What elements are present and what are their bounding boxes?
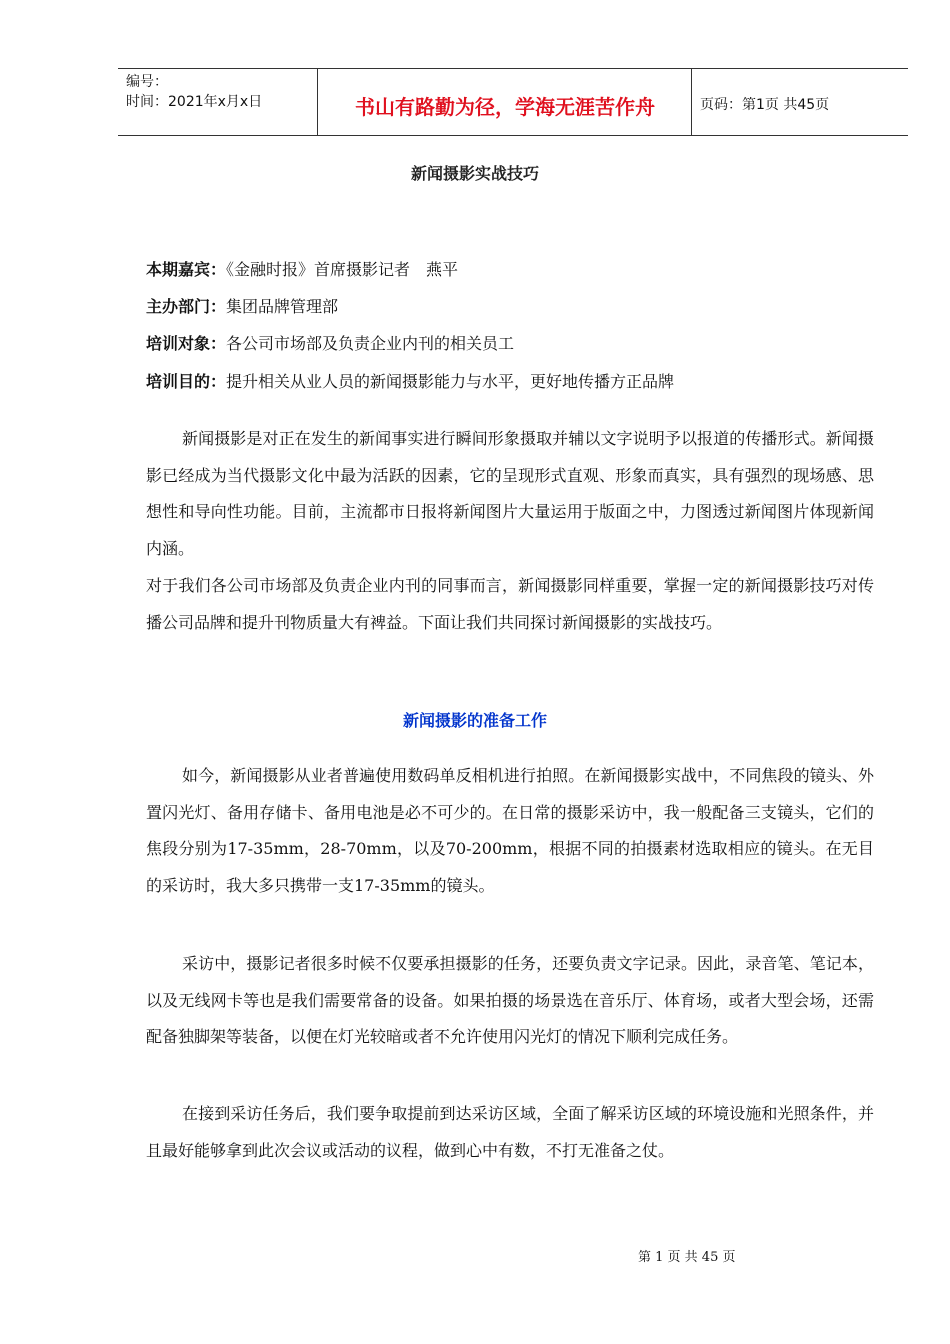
info-value: 各公司市场部及负责企业内刊的相关员工 bbox=[226, 334, 515, 353]
info-value: 《金融时报》首席摄影记者 燕平 bbox=[226, 260, 459, 279]
page-footer: 第 1 页 共 45 页 bbox=[638, 1250, 736, 1265]
body-paragraph-recording: 采访中，摄影记者很多时候不仅要承担摄影的任务，还要负责文字记录。因此，录音笔、笔记本，以及无线网卡等也是我们需要常备的设备。如果拍摄的场景选在音乐厅、体育场，或者大型会场，还需配备独脚架等装备，以便在灯光较暗或者不允许使用闪光灯的情况下顺利完成任务。 bbox=[146, 954, 874, 1047]
intro-paragraph: 新闻摄影是对正在发生的新闻事实进行瞬间形象摄取并辅以文字说明予以报道的传播形式。新闻摄影已经成为当代摄影文化中最为活跃的因素，它的呈现形式直观、形象而真实，具有强烈的现场感、思想性和导向性功能。目前，主流都市日报将新闻图片大量运用于版面之中，力图透过新闻图片体现新闻内涵。 bbox=[146, 429, 874, 559]
info-key: 培训目的： bbox=[146, 372, 227, 391]
header-table bbox=[118, 68, 908, 136]
section-title: 新闻摄影的准备工作 bbox=[402, 711, 547, 730]
header-page-cell bbox=[692, 69, 908, 135]
info-value: 提升相关从业人员的新闻摄影能力与水平，更好地传播方正品牌 bbox=[226, 372, 675, 391]
info-row-audience bbox=[146, 331, 514, 354]
date-line: 时间：2021年x月x日 bbox=[126, 94, 263, 110]
page-info: 页码：第1页 共45页 bbox=[700, 97, 830, 113]
intro-paragraph-2: 对于我们各公司市场部及负责企业内刊的同事而言，新闻摄影同样重要，掌握一定的新闻摄影技巧对传播公司品牌和提升刊物质量大有裨益。下面让我们共同探讨新闻摄影的实战技巧。 bbox=[146, 576, 874, 632]
info-value: 集团品牌管理部 bbox=[226, 297, 339, 316]
info-row-purpose bbox=[146, 369, 674, 392]
body-paragraph-preparation: 在接到采访任务后，我们要争取提前到达采访区域，全面了解采访区域的环境设施和光照条件，并且最好能够拿到此次会议或活动的议程，做到心中有数，不打无准备之仗。 bbox=[146, 1104, 874, 1160]
serial-label: 编号： bbox=[126, 74, 168, 90]
header-motto-cell bbox=[318, 69, 692, 135]
info-key: 培训对象： bbox=[146, 334, 227, 353]
motto: 书山有路勤为径，学海无涯苦作舟 bbox=[355, 95, 655, 119]
info-row-department bbox=[146, 294, 338, 317]
info-key: 本期嘉宾： bbox=[146, 260, 227, 279]
info-key: 主办部门： bbox=[146, 297, 227, 316]
info-row-guest bbox=[146, 257, 458, 280]
document-title: 新闻摄影实战技巧 bbox=[410, 164, 539, 183]
header-meta-cell bbox=[118, 69, 318, 135]
body-paragraph-equipment: 如今，新闻摄影从业者普遍使用数码单反相机进行拍照。在新闻摄影实战中，不同焦段的镜头、外置闪光灯、备用存储卡、备用电池是必不可少的。在日常的摄影采访中，我一般配备三支镜头，它们的焦段分别为17-35mm，28-70mm，以及70-200mm，根据不同的拍摄素材选取相应的镜头。在无目的采访时，我大多只携带一支17-35mm的镜头。 bbox=[146, 766, 874, 896]
